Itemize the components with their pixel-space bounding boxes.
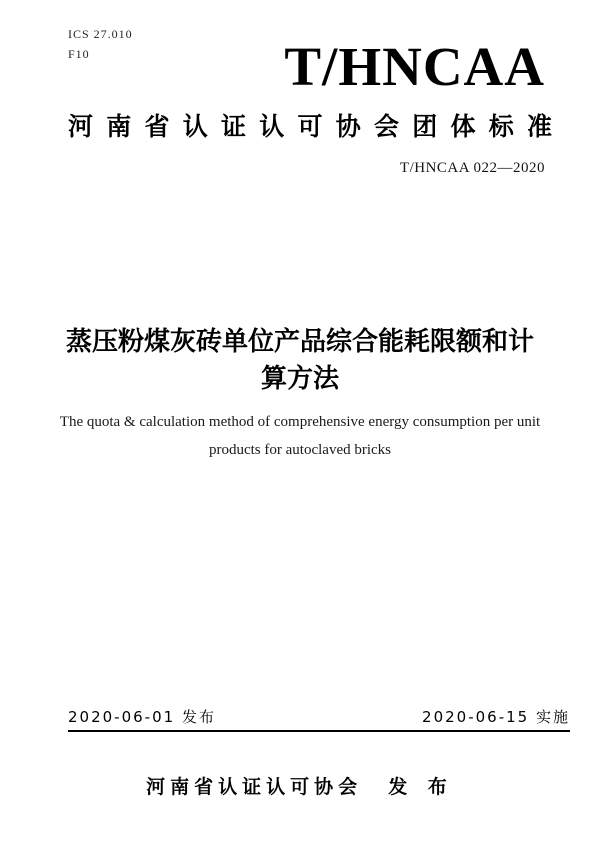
implementation-date: 2020-06-15 实施 — [422, 708, 570, 726]
issue-date: 2020-06-01 发布 — [68, 708, 216, 726]
publish-label: 发 布 — [388, 776, 454, 798]
dates-row — [68, 706, 570, 732]
document-subtitle-line1: The quota & calculation method of comprehensive energy consumption per unit — [59, 414, 541, 430]
organization-heading: 河南省认证认可协会团体标准 — [68, 112, 552, 141]
document-subtitle-english — [0, 408, 600, 464]
document-subtitle-line2: products for autoclaved bricks — [208, 442, 392, 458]
doc-classification-code: F10 — [68, 47, 90, 61]
document-title-line1: 蒸压粉煤灰砖单位产品综合能耗限额和计 — [65, 327, 534, 357]
standard-body-logo: T/HNCAA — [284, 36, 545, 97]
standard-number: T/HNCAA 022—2020 — [399, 160, 545, 176]
ics-code: ICS 27.010 — [68, 27, 133, 41]
document-title — [0, 324, 600, 398]
publisher-name: 河南省认证认可协会 — [146, 776, 363, 798]
publisher-row — [0, 772, 600, 799]
document-title-line2: 算方法 — [260, 364, 339, 394]
